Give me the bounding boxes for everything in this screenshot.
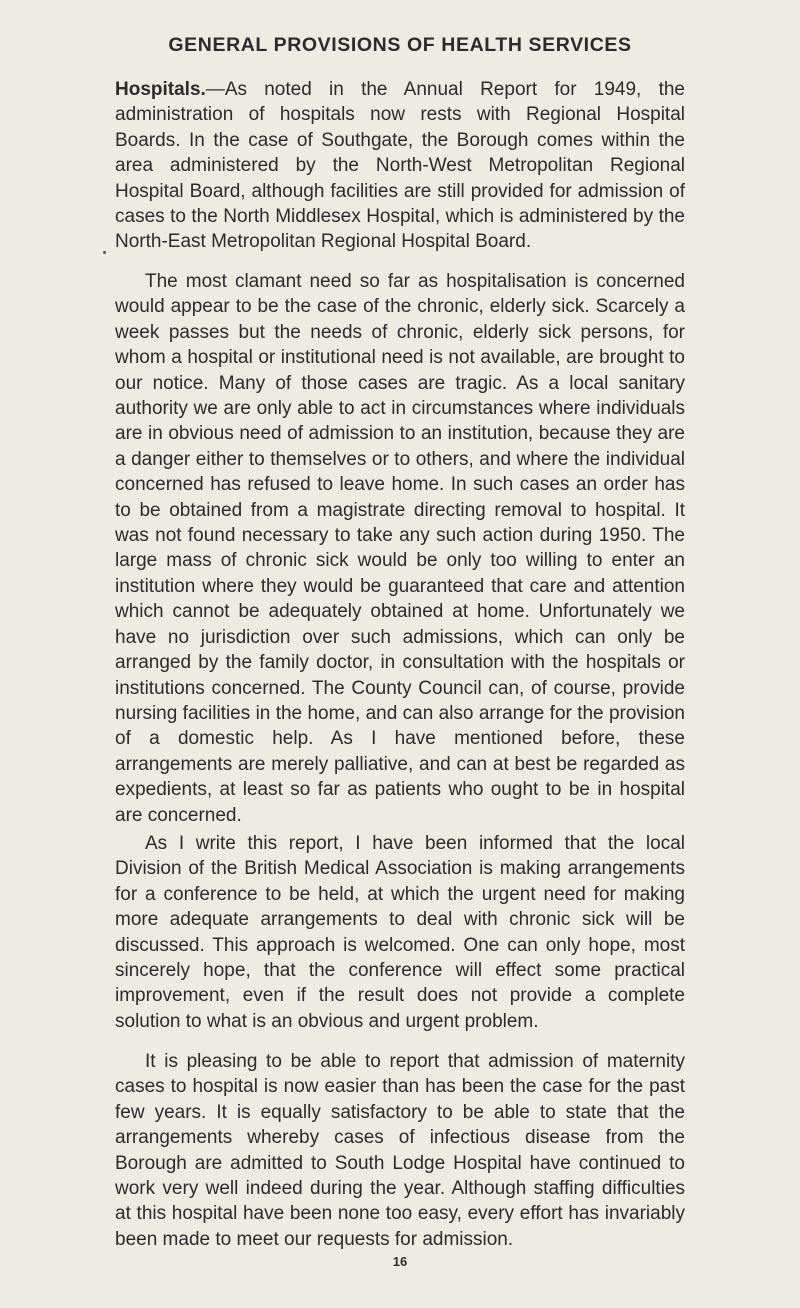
print-speck [103, 251, 106, 254]
run-in-heading: Hospitals. [115, 79, 206, 100]
paragraph-text: —As noted in the Annual Report for 1949, the administration of hospitals now rests with Regional Hospital Boards. In the case of Southgate, the Borough comes within the area administered by the North-West Metropolitan Regional Hospital Board, although facilities are still provided for admission of cases to the North Middlesex Hospital, which is administered by the North-East Metropolitan Regional Hospital Board. [115, 79, 685, 253]
page-number: 16 [392, 1254, 408, 1269]
paragraph-maternity-infectious [115, 1049, 685, 1252]
paragraph-chronic-sick [115, 269, 685, 828]
paragraph-text: It is pleasing to be able to report that admission of maternity cases to hospital is now easier than has been the case for the past few years. It is equally satisfactory to be able to state that the arrangements whereby cases of infectious disease from the Borough are admitted to South Lodge Hospital have continued to work very well indeed during the year. Although staffing difficulties at this hospital have been none too easy, every effort has invariably been made to meet our requests for admission. [115, 1051, 685, 1250]
paragraph-text: As I write this report, I have been informed that the local Division of the British Medical Association is making arrangements for a conference to be held, at which the urgent need for making more adequate arrangements to deal with chronic sick will be discussed. This approach is welcomed. One can only hope, most sincerely hope, that the conference will effect some practical improvement, even if the result does not provide a complete solution to what is an obvious and urgent problem. [115, 833, 685, 1032]
section-heading: GENERAL PROVISIONS OF HEALTH SERVICES [168, 34, 632, 56]
paragraph-text: The most clamant need so far as hospitalisation is concerned would appear to be the case of the chronic, elderly sick. Scarcely a week passes but the needs of chronic, elderly sick persons, for whom a hospital or institutional need is not available, are brought to our notice. Many of those cases are tragic. As a local sanitary authority we are only able to act in circumstances where individuals are in obvious need of admission to an institution, because they are a danger either to themselves or to others, and where the individual concerned has refused to leave home. In such cases an order has to be obtained from a magistrate directing removal to hospital. It was not found necessary to take any such action during 1950. The large mass of chronic sick would be only too willing to enter an institution where they would be guaranteed that care and attention which cannot be adequately obtained at home. Unfortunately we have no jurisdiction over such admissions, which can only be arranged by the family doctor, in consultation with the hospitals or institutions concerned. The County Council can, of course, provide nursing facilities in the home, and can also arrange for the provision of a domestic help. As I have mentioned before, these arrangements are merely palliative, and can at best be regarded as expedients, at least so far as patients who ought to be in hospital are concerned. [115, 271, 685, 826]
paragraph-hospitals [115, 77, 685, 255]
paragraph-bma-conference [115, 831, 685, 1034]
